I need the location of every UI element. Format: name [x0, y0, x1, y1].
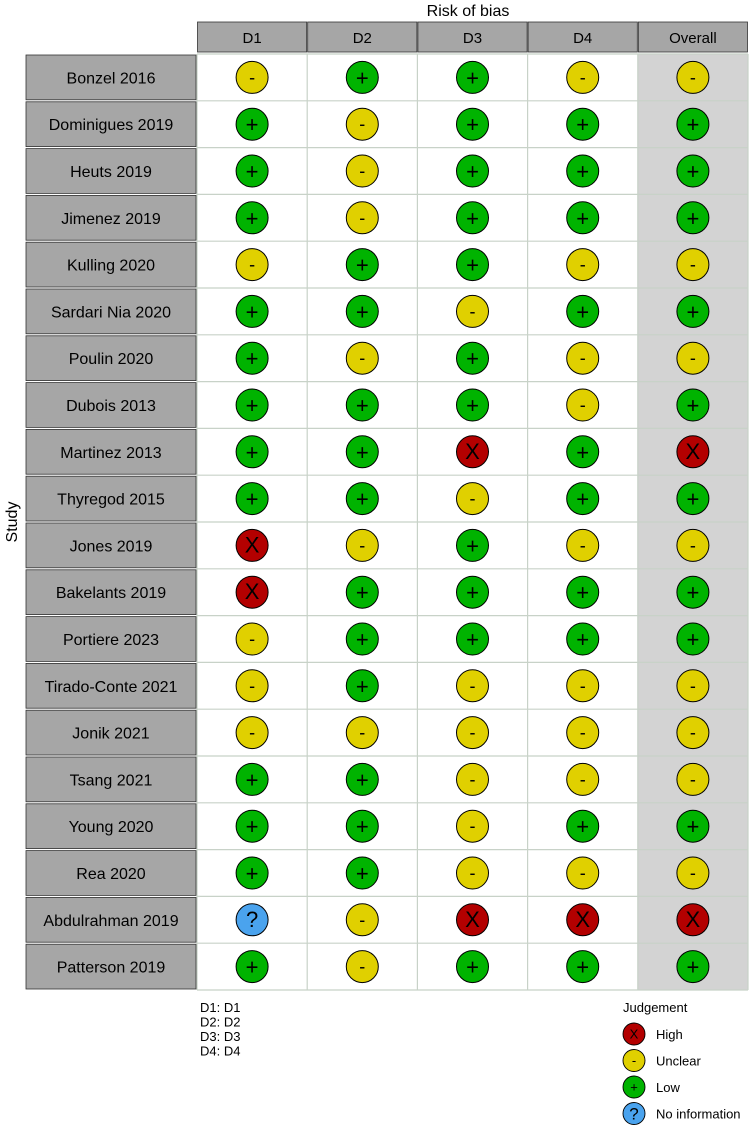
- judgement-symbol: ?: [245, 906, 259, 932]
- judgement-low-dubois-2013-d3: [457, 389, 489, 421]
- judgement-symbol: -: [689, 675, 696, 696]
- judgement-symbol: +: [245, 299, 259, 325]
- judgement-unclear-bonzel-2016-d1: [236, 61, 268, 93]
- column-header-label: D1: [242, 30, 262, 47]
- judgement-symbol: -: [579, 722, 586, 743]
- judgement-symbol: -: [359, 207, 366, 228]
- judgement-unclear-poulin-2020-d4: [567, 342, 599, 374]
- judgement-unclear-rea-2020-overall: [677, 857, 709, 889]
- study-label: Portiere 2023: [62, 632, 160, 649]
- study-label: Young 2020: [68, 819, 154, 837]
- judgement-high-abdulrahman-2019-overall: [677, 904, 709, 936]
- judgement-unclear-sardari-nia-2020-d3: [457, 295, 489, 327]
- judgement-high-martinez-2013-overall: [677, 436, 709, 468]
- judgement-symbol: X: [465, 438, 480, 464]
- judgement-low-young-2020-d4: [567, 810, 599, 842]
- judgement-symbol: -: [689, 722, 696, 743]
- judgement-low-heuts-2019-overall: [677, 155, 709, 187]
- judgement-symbol: -: [469, 488, 476, 509]
- domain-notes: [200, 1000, 240, 1059]
- legend-label: High: [656, 1027, 683, 1042]
- column-header-label: D3: [462, 30, 483, 47]
- study-label: Bonzel 2016: [66, 70, 156, 88]
- judgement-low-heuts-2019-d4: [567, 155, 599, 187]
- judgement-symbol: +: [245, 112, 259, 138]
- study-label: Kulling 2020: [66, 257, 156, 275]
- judgement-symbol: +: [245, 767, 259, 793]
- judgement-unclear-heuts-2019-d2: [346, 155, 378, 187]
- judgement-high-bakelants-2019-d1: [236, 576, 268, 608]
- study-label: Thyregod 2015: [57, 491, 165, 509]
- judgement-symbol: -: [359, 956, 366, 977]
- judgement-unclear-tirado-conte-2021-overall: [677, 670, 709, 702]
- judgement-symbol: -: [579, 769, 586, 790]
- judgement-low-martinez-2013-d2: [346, 436, 378, 468]
- judgement-unclear-dubois-2013-d4: [567, 389, 599, 421]
- judgement-symbol: +: [686, 580, 700, 606]
- judgement-unclear-jonik-2021-d4: [567, 717, 599, 749]
- judgement-low-young-2020-overall: [677, 810, 709, 842]
- domain-note: D4: D4: [200, 1043, 241, 1059]
- judgement-unclear-jones-2019-d4: [567, 529, 599, 561]
- judgement-low-young-2020-d2: [346, 810, 378, 842]
- judgement-symbol: +: [466, 252, 479, 278]
- judgement-symbol: +: [466, 954, 479, 980]
- judgement-symbol: -: [689, 348, 696, 369]
- judgement-unclear-bonzel-2016-overall: [677, 61, 709, 93]
- judgement-low-rea-2020-d2: [346, 857, 378, 889]
- legend-title: Judgement: [623, 1000, 688, 1015]
- judgement-symbol: +: [686, 159, 700, 184]
- judgement-unclear-jonik-2021-d1: [236, 717, 268, 749]
- study-label: Jones 2019: [69, 538, 153, 556]
- judgement-symbol: +: [466, 346, 479, 372]
- judgement-unclear-tirado-conte-2021-d3: [457, 670, 489, 702]
- judgement-symbol: +: [466, 159, 479, 184]
- judgement-unclear-thyregod-2015-d3: [457, 483, 489, 515]
- judgement-symbol: +: [466, 112, 479, 138]
- judgement-symbol: -: [579, 67, 586, 88]
- judgement-symbol: +: [576, 580, 590, 606]
- judgement-unclear-kulling-2020-d4: [567, 249, 599, 281]
- judgement-low-jimenez-2019-d3: [457, 202, 489, 234]
- judgement-low-thyregod-2015-d1: [236, 483, 268, 515]
- judgement-symbol: -: [469, 722, 476, 743]
- judgement-low-jimenez-2019-overall: [677, 202, 709, 234]
- judgement-symbol: +: [355, 252, 369, 278]
- study-label: Heuts 2019: [70, 164, 152, 181]
- legend-label: Unclear: [656, 1053, 701, 1069]
- judgement-symbol: +: [355, 486, 369, 512]
- judgement-symbol: -: [579, 675, 586, 696]
- judgement-symbol: +: [686, 205, 700, 231]
- legend-label: No information: [656, 1106, 741, 1122]
- judgement-unclear-poulin-2020-d2: [346, 342, 378, 374]
- judgement-low-dominigues-2019-d1: [236, 108, 268, 140]
- judgement-unclear-rea-2020-d3: [457, 857, 489, 889]
- judgement-low-heuts-2019-d1: [236, 155, 268, 187]
- domain-note: D2: D2: [200, 1014, 241, 1030]
- judgement-low-dubois-2013-d2: [346, 389, 378, 421]
- judgement-symbol: -: [579, 863, 586, 883]
- judgement-symbol: -: [359, 909, 366, 930]
- judgement-high-martinez-2013-d3: [457, 436, 489, 468]
- judgement-no-information-abdulrahman-2019-d1: [236, 904, 268, 936]
- judgement-low-thyregod-2015-overall: [677, 483, 709, 515]
- judgement-unclear-jonik-2021-d2: [346, 717, 378, 749]
- judgement-symbol: +: [245, 861, 259, 886]
- judgement-low-young-2020-d1: [236, 810, 268, 842]
- study-label: Dubois 2013: [66, 398, 156, 415]
- study-label: Abdulrahman 2019: [43, 912, 179, 930]
- judgement-symbol: X: [244, 579, 260, 605]
- judgement-unclear-jonik-2021-overall: [677, 717, 709, 749]
- judgement-symbol: +: [466, 393, 479, 418]
- judgement-symbol: +: [355, 767, 369, 793]
- study-label: Tirado-Conte 2021: [44, 678, 178, 696]
- judgement-symbol: -: [469, 863, 476, 883]
- judgement-symbol: +: [355, 439, 369, 465]
- judgement-symbol: +: [686, 954, 700, 980]
- judgement-low-sardari-nia-2020-d4: [567, 295, 599, 327]
- judgement-low-poulin-2020-d1: [236, 342, 268, 374]
- judgement-unclear-jimenez-2019-d2: [346, 202, 378, 234]
- judgement-symbol: -: [469, 675, 476, 696]
- judgement-symbol: +: [576, 439, 590, 465]
- chart-title: Risk of bias: [426, 3, 510, 20]
- judgement-symbol: +: [355, 673, 369, 699]
- judgement-symbol: X: [244, 532, 260, 558]
- study-label: Jimenez 2019: [61, 210, 161, 228]
- judgement-unclear-kulling-2020-overall: [677, 249, 709, 281]
- judgement-low-bonzel-2016-d2: [346, 61, 378, 93]
- judgement-low-kulling-2020-d2: [346, 249, 378, 281]
- judgement-low-tsang-2021-d2: [346, 763, 378, 795]
- judgement-symbol: +: [576, 159, 590, 184]
- judgement-symbol: +: [245, 393, 259, 418]
- judgement-low-patterson-2019-overall: [677, 951, 709, 983]
- judgement-symbol: -: [249, 629, 256, 649]
- judgement-unclear-poulin-2020-overall: [677, 342, 709, 374]
- judgement-unclear-portiere-2023-d1: [236, 623, 268, 655]
- legend-symbol: ?: [629, 1104, 639, 1124]
- judgement-symbol: +: [576, 112, 590, 138]
- judgement-symbol: -: [249, 254, 256, 275]
- judgement-low-tirado-conte-2021-d2: [346, 670, 378, 702]
- judgement-low-bakelants-2019-d4: [567, 576, 599, 608]
- judgement-symbol: +: [355, 393, 369, 418]
- judgement-symbol: +: [355, 299, 369, 325]
- legend-item-unclear: [623, 1050, 701, 1072]
- legend-symbol: X: [629, 1026, 639, 1042]
- judgement-symbol: +: [245, 439, 259, 465]
- judgement-symbol: +: [355, 580, 369, 606]
- judgement-symbol: -: [579, 254, 586, 275]
- judgement-symbol: +: [245, 486, 259, 512]
- judgement-symbol: +: [466, 205, 479, 231]
- judgement-low-jones-2019-d3: [457, 529, 489, 561]
- judgement-symbol: X: [685, 906, 701, 932]
- judgement-low-rea-2020-d1: [236, 857, 268, 889]
- judgement-symbol: -: [359, 161, 366, 181]
- study-label: Tsang 2021: [69, 772, 153, 790]
- judgement-low-heuts-2019-d3: [457, 155, 489, 187]
- legend-label: Low: [656, 1080, 680, 1095]
- judgement-unclear-tsang-2021-d3: [457, 763, 489, 795]
- judgement-symbol: X: [575, 906, 591, 932]
- judgement-symbol: -: [359, 535, 366, 556]
- judgement-low-martinez-2013-d4: [567, 436, 599, 468]
- judgement-symbol: +: [576, 814, 590, 840]
- judgement-low-jimenez-2019-d4: [567, 202, 599, 234]
- judgement-unclear-abdulrahman-2019-d2: [346, 904, 378, 936]
- judgement-low-poulin-2020-d3: [457, 342, 489, 374]
- judgement-low-dominigues-2019-overall: [677, 108, 709, 140]
- study-label: Bakelants 2019: [55, 585, 167, 603]
- legend-symbol: +: [630, 1079, 638, 1095]
- judgement-symbol: +: [576, 627, 590, 652]
- judgement-symbol: +: [576, 205, 590, 231]
- judgement-unclear-patterson-2019-d2: [346, 951, 378, 983]
- judgement-high-jones-2019-d1: [236, 529, 268, 561]
- judgement-symbol: +: [245, 205, 259, 231]
- judgement-unclear-dominigues-2019-d2: [346, 108, 378, 140]
- judgement-unclear-tirado-conte-2021-d1: [236, 670, 268, 702]
- judgement-symbol: +: [355, 861, 369, 886]
- judgement-unclear-kulling-2020-d1: [236, 249, 268, 281]
- column-header-label: D4: [573, 30, 593, 47]
- judgement-low-bakelants-2019-d3: [457, 576, 489, 608]
- judgement-low-portiere-2023-d4: [567, 623, 599, 655]
- judgement-low-dominigues-2019-d4: [567, 108, 599, 140]
- judgement-unclear-jonik-2021-d3: [457, 717, 489, 749]
- judgement-symbol: -: [689, 535, 696, 556]
- judgement-low-patterson-2019-d4: [567, 951, 599, 983]
- judgement-symbol: -: [689, 254, 696, 275]
- legend-item-low: [623, 1076, 680, 1098]
- judgement-symbol: -: [689, 769, 696, 790]
- judgement-symbol: +: [686, 112, 700, 138]
- judgement-symbol: -: [689, 67, 696, 88]
- legend-item-high: [623, 1023, 683, 1045]
- study-label: Patterson 2019: [56, 959, 166, 977]
- judgement-low-sardari-nia-2020-d2: [346, 295, 378, 327]
- judgement-low-jimenez-2019-d1: [236, 202, 268, 234]
- y-axis-label: Study: [4, 501, 21, 543]
- judgement-low-sardari-nia-2020-d1: [236, 295, 268, 327]
- judgement-unclear-jones-2019-d2: [346, 529, 378, 561]
- judgement-symbol: -: [469, 769, 476, 790]
- judgement-low-patterson-2019-d3: [457, 951, 489, 983]
- judgement-low-sardari-nia-2020-overall: [677, 295, 709, 327]
- judgement-symbol: -: [359, 348, 366, 369]
- judgement-symbol: -: [359, 722, 366, 743]
- judgement-low-portiere-2023-d2: [346, 623, 378, 655]
- study-label: Martinez 2013: [60, 444, 162, 462]
- judgement-symbol: -: [249, 675, 256, 696]
- study-label: Sardari Nia 2020: [50, 304, 172, 322]
- judgement-symbol: +: [245, 814, 259, 840]
- judgement-symbol: +: [576, 954, 590, 980]
- judgement-low-martinez-2013-d1: [236, 436, 268, 468]
- judgement-symbol: -: [249, 67, 256, 88]
- judgement-symbol: +: [466, 627, 479, 652]
- judgement-low-bakelants-2019-d2: [346, 576, 378, 608]
- judgement-unclear-tirado-conte-2021-d4: [567, 670, 599, 702]
- domain-note: D3: D3: [200, 1029, 241, 1044]
- judgement-unclear-jones-2019-overall: [677, 529, 709, 561]
- judgement-symbol: X: [465, 906, 480, 932]
- judgement-symbol: -: [359, 114, 366, 135]
- judgement-low-dubois-2013-overall: [677, 389, 709, 421]
- judgement-symbol: X: [685, 438, 701, 464]
- judgement-unclear-tsang-2021-d4: [567, 763, 599, 795]
- judgement-low-kulling-2020-d3: [457, 249, 489, 281]
- judgement-symbol: -: [469, 301, 476, 322]
- study-label: Poulin 2020: [68, 351, 154, 369]
- judgement-unclear-rea-2020-d4: [567, 857, 599, 889]
- judgement-symbol: +: [245, 954, 259, 980]
- column-header-label: D2: [352, 30, 372, 47]
- judgement-symbol: -: [579, 348, 586, 369]
- judgement-unclear-tsang-2021-overall: [677, 763, 709, 795]
- judgement-symbol: -: [469, 816, 476, 837]
- judgement-symbol: +: [686, 299, 700, 325]
- judgement-unclear-bonzel-2016-d4: [567, 61, 599, 93]
- judgement-symbol: -: [689, 863, 696, 883]
- judgement-low-thyregod-2015-d2: [346, 483, 378, 515]
- judgement-low-dominigues-2019-d3: [457, 108, 489, 140]
- judgement-low-tsang-2021-d1: [236, 763, 268, 795]
- judgement-low-bakelants-2019-overall: [677, 576, 709, 608]
- judgement-low-portiere-2023-overall: [677, 623, 709, 655]
- judgement-symbol: +: [686, 393, 700, 418]
- judgement-low-patterson-2019-d1: [236, 951, 268, 983]
- judgement-symbol: +: [355, 814, 369, 840]
- judgement-high-abdulrahman-2019-d3: [457, 904, 489, 936]
- legend-item-no-information: [623, 1103, 741, 1125]
- judgement-low-dubois-2013-d1: [236, 389, 268, 421]
- judgement-low-thyregod-2015-d4: [567, 483, 599, 515]
- judgement-symbol: +: [686, 627, 700, 652]
- study-label: Jonik 2021: [72, 725, 150, 743]
- judgement-low-portiere-2023-d3: [457, 623, 489, 655]
- judgement-symbol: +: [355, 627, 369, 652]
- judgement-high-abdulrahman-2019-d4: [567, 904, 599, 936]
- column-header-label: Overall: [669, 30, 717, 47]
- judgement-symbol: +: [576, 486, 590, 512]
- judgement-symbol: +: [245, 346, 259, 372]
- legend: [623, 1000, 741, 1125]
- study-labels: [26, 55, 196, 989]
- judgement-symbol: +: [466, 533, 479, 559]
- legend-symbol: -: [631, 1053, 637, 1068]
- judgement-low-bonzel-2016-d3: [457, 61, 489, 93]
- judgement-symbol: +: [245, 159, 259, 184]
- domain-note: D1: D1: [200, 1000, 241, 1015]
- judgement-symbol: +: [466, 65, 479, 91]
- study-label: Rea 2020: [76, 866, 146, 883]
- judgement-symbol: +: [466, 580, 479, 606]
- judgement-unclear-young-2020-d3: [457, 810, 489, 842]
- judgement-symbol: +: [686, 814, 700, 840]
- judgement-symbol: -: [579, 535, 586, 556]
- judgement-symbol: +: [686, 486, 700, 512]
- judgement-symbol: +: [576, 299, 590, 325]
- judgement-symbol: -: [249, 722, 256, 743]
- judgement-symbol: +: [355, 65, 369, 91]
- judgement-symbol: -: [579, 395, 586, 415]
- study-label: Dominigues 2019: [48, 117, 174, 135]
